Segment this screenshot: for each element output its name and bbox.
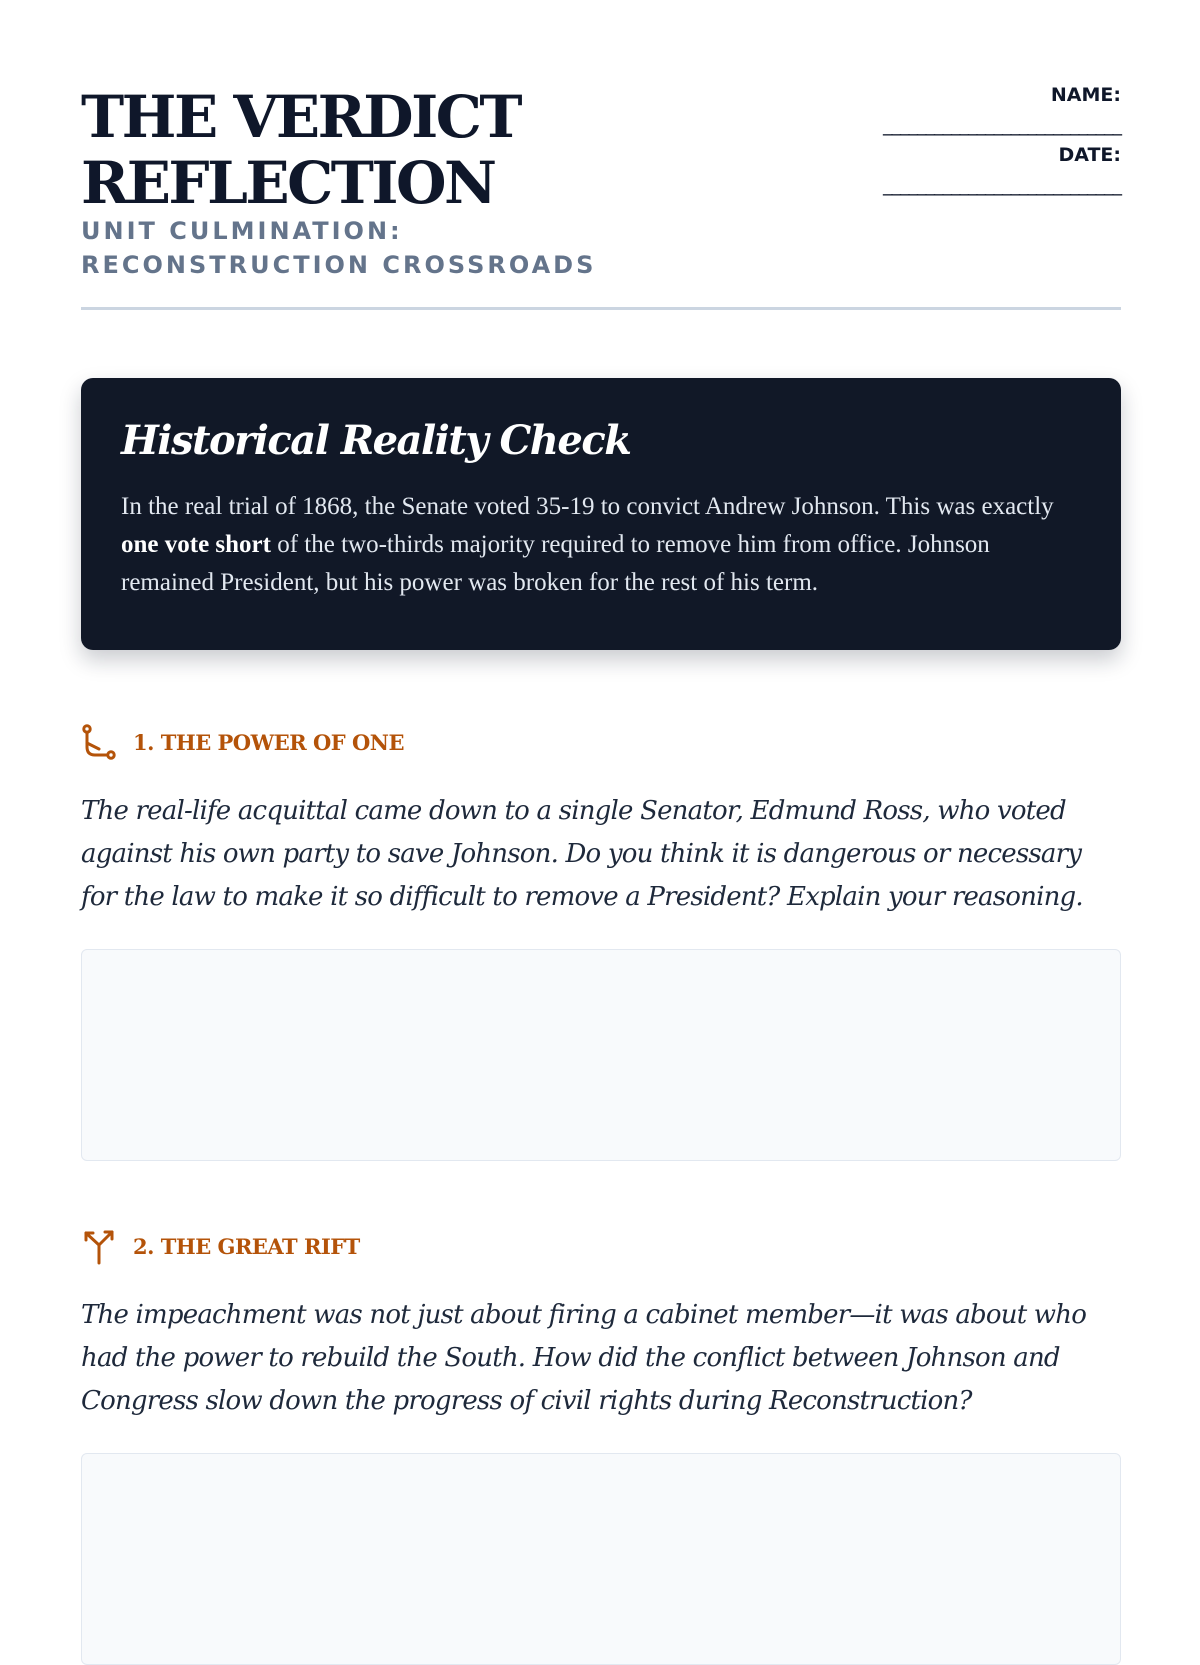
question-1 [81, 722, 1121, 1161]
title-line-2: REFLECTION [81, 149, 495, 217]
card-body-text-2: of the two-thirds majority required to remove him from office. Johnson remained President, but his power was broken for the rest of his term. [121, 531, 990, 596]
title-line-1: THE VERDICT [81, 83, 521, 151]
question-1-prompt: The real-life acquittal came down to a single Senator, Edmund Ross, who voted against his own party to save Johnson. Do you think it is dangerous or necessary for the law to make it so difficult to remove a President? Explain your reasoning. [81, 796, 1083, 912]
card-body-text-1: In the real trial of 1868, the Senate voted 35-19 to convict Andrew Johnson. This was exactly [121, 493, 1054, 520]
question-2-prompt: The impeachment was not just about firing a cabinet member—it was about who had the power to rebuild the South. How did the conflict between Johnson and Congress slow down the progress of civil rights during Reconstruction? [81, 1300, 1087, 1416]
worksheet-header [81, 0, 1121, 310]
question-2-answer-box[interactable] [81, 1453, 1121, 1665]
question-1-heading [81, 722, 1121, 762]
name-label: NAME: [1050, 84, 1121, 106]
page-subtitle: UNIT CULMINATION: RECONSTRUCTION CROSSROADS [81, 217, 597, 279]
name-line[interactable]: ____________________________ [883, 114, 1121, 136]
student-info [883, 80, 1121, 200]
scale-path-icon [81, 723, 117, 761]
card-body [121, 488, 1081, 602]
question-2-label: 2. THE GREAT RIFT [133, 1233, 360, 1259]
worksheet-page [81, 0, 1121, 1416]
question-2-heading [81, 1226, 1121, 1266]
date-label: DATE: [1058, 144, 1121, 166]
historical-reality-card [81, 378, 1121, 650]
card-title: Historical Reality Check [121, 417, 631, 464]
question-1-answer-box[interactable] [81, 949, 1121, 1161]
date-line[interactable]: ____________________________ [883, 174, 1121, 196]
question-2 [81, 1226, 1121, 1665]
card-body-emphasis: one vote short [121, 531, 271, 558]
page-title [81, 84, 701, 216]
split-path-icon [81, 1227, 117, 1265]
question-1-label: 1. THE POWER OF ONE [133, 729, 404, 755]
